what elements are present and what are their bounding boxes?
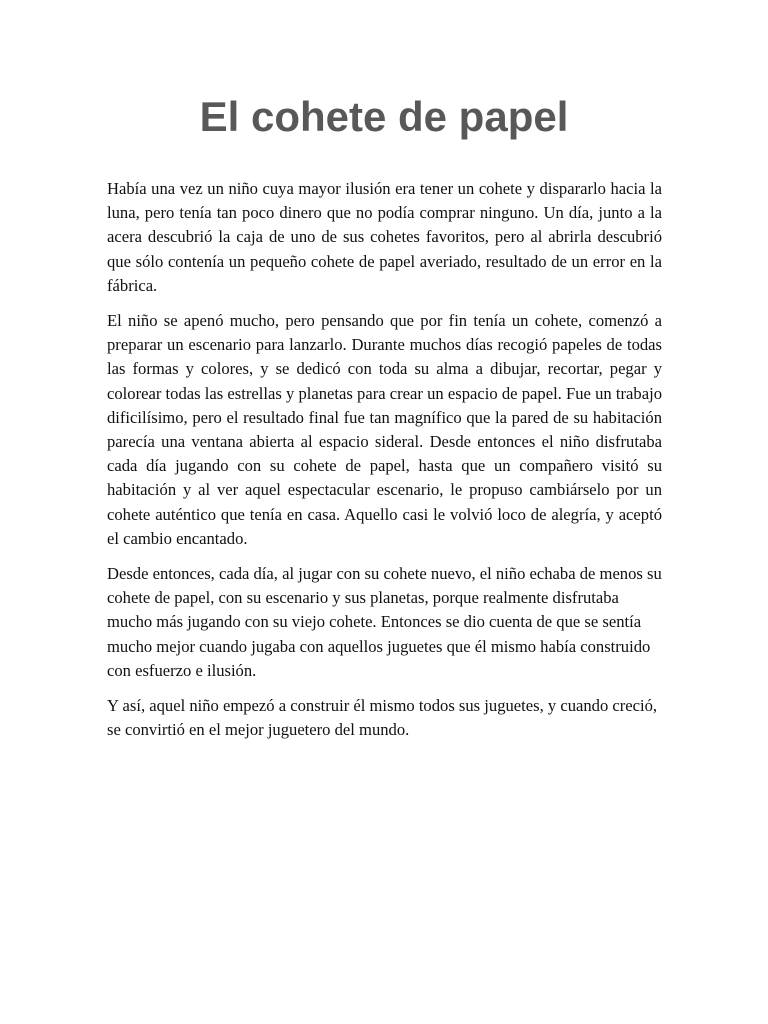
document-body bbox=[107, 177, 662, 753]
paragraph-3: Desde entonces, cada día, al jugar con su cohete nuevo, el niño echaba de menos su cohete de papel, con su escenario y sus planetas, porque realmente disfrutaba mucho más jugando con su viejo cohete. Entonces se dio cuenta de que se sentía mucho mejor cuando jugaba con aquellos juguetes que él mismo había construido con esfuerzo e ilusión. bbox=[107, 564, 662, 680]
paragraph-1: Había una vez un niño cuya mayor ilusión era tener un cohete y dispararlo hacia la luna, pero tenía tan poco dinero que no podía comprar ninguno. Un día, junto a la acera descubrió la caja de uno de sus cohetes favoritos, pero al abrirla descubrió que sólo contenía un pequeño cohete de papel averiado, resultado de un error en la fábrica. bbox=[107, 179, 662, 295]
paragraph-2: El niño se apenó mucho, pero pensando que por fin tenía un cohete, comenzó a preparar un escenario para lanzarlo. Durante muchos días recogió papeles de todas las formas y colores, y se dedicó con toda su alma a dibujar, recortar, pegar y colorear todas las estrellas y planetas para crear un espacio de papel. Fue un trabajo dificilísimo, pero el resultado final fue tan magnífico que la pared de su habitación parecía una ventana abierta al espacio sideral. Desde entonces el niño disfrutaba cada día jugando con su cohete de papel, hasta que un compañero visitó su habitación y al ver aquel espectacular escenario, le propuso cambiárselo por un cohete auténtico que tenía en casa. Aquello casi le volvió loco de alegría, y aceptó el cambio encantado. bbox=[107, 311, 662, 548]
paragraph-4: Y así, aquel niño empezó a construir él mismo todos sus juguetes, y cuando creció, se convirtió en el mejor juguetero del mundo. bbox=[107, 696, 658, 740]
document-title: El cohete de papel bbox=[199, 93, 569, 140]
